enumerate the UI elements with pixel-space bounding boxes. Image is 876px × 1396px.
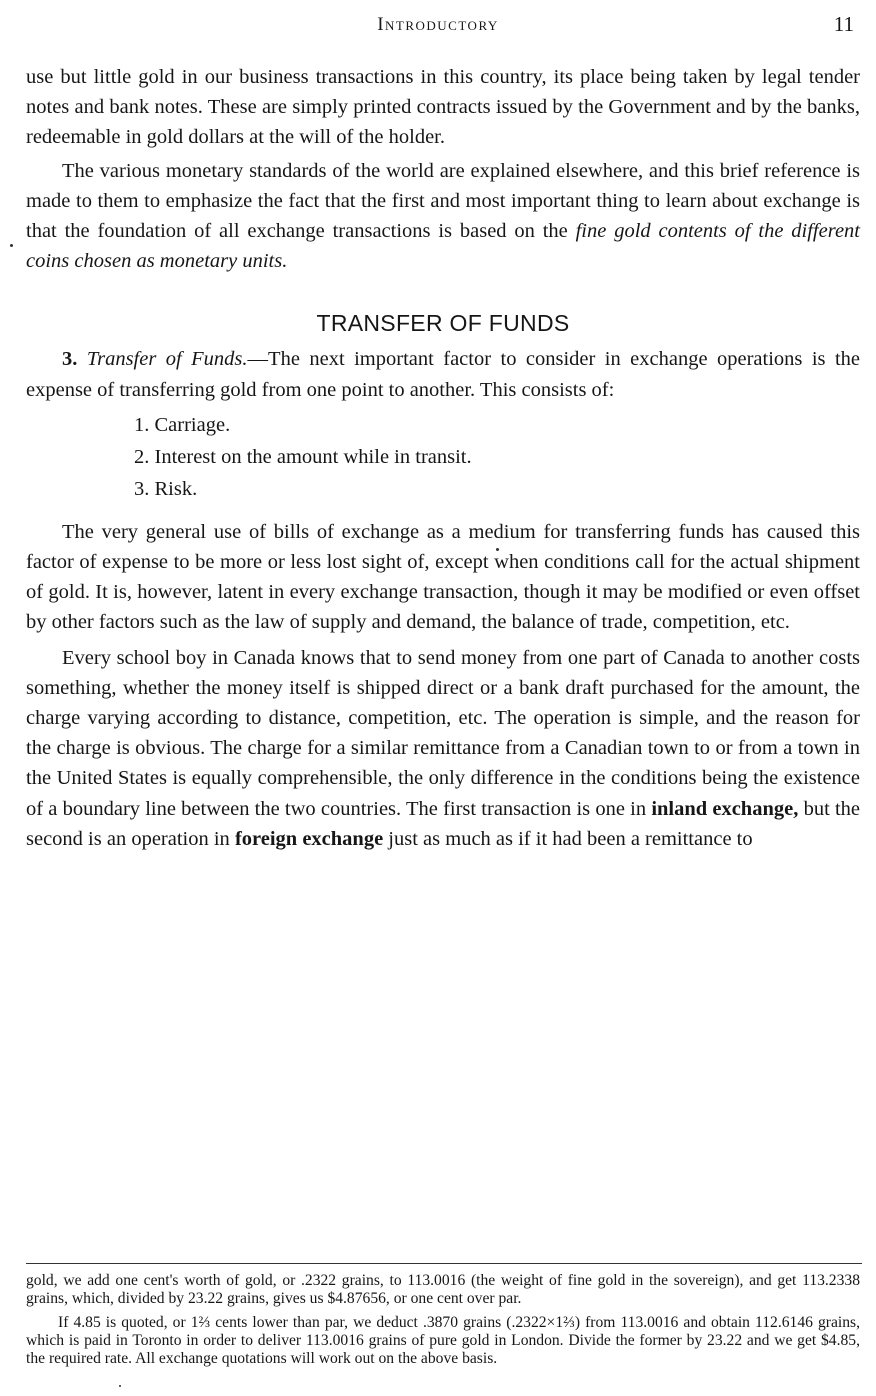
paragraph-text: Every school boy in Canada knows that to send money from one part of Canada to another costs something, whether the money itself is shipped direct or a bank draft purchased for the amount, the charge varying according to distance, competition, etc. The operation is simple, and the reason for the charge is obvious. The charge for a similar remittance from a Canadian town to or from a town in the United States is equally comprehensible, the only difference in the conditions being the existence of a boundary line between the two countries. The first transaction is one in [26, 646, 860, 820]
cost-list [26, 409, 860, 505]
list-item: 1. Carriage. [134, 413, 231, 436]
print-speck [119, 1385, 121, 1387]
paragraph-continuation: use but little gold in our business transactions in this country, its place being taken by legal tender notes and bank notes. These are simply printed contracts issued by the Government and by the banks, redeemable in gold dollars at the will of the holder. [26, 66, 860, 149]
running-head [0, 8, 876, 48]
print-speck [10, 244, 13, 247]
running-head-title: Introductory [377, 14, 499, 35]
list-item: 3. Risk. [134, 477, 198, 500]
section-number: 3. [62, 348, 78, 371]
print-speck [496, 548, 499, 551]
footnote-rule [26, 1263, 862, 1264]
paragraph-monetary-standards [26, 156, 860, 277]
body-text [26, 62, 860, 854]
page-number: 11 [833, 12, 854, 36]
term-inland-exchange: inland exchange, [651, 797, 799, 820]
list-item: 2. Interest on the amount while in transit. [134, 445, 472, 468]
section-heading: TRANSFER OF FUNDS [316, 310, 570, 337]
term-foreign-exchange: foreign exchange [234, 827, 384, 850]
paragraph-text: The various monetary standards of the world are explained elsewhere, and this brief reference is made to them to emphasize the fact that the first and most important thing to learn about exchange is that the foundation of all exchange transactions is based on the [26, 159, 860, 243]
paragraph-school-boy [26, 643, 860, 854]
paragraph-transfer-of-funds [26, 344, 860, 404]
paragraph-text: —The next important factor to consider in exchange operations is the expense of transferring gold from one point to another. This consists of: [26, 348, 861, 401]
footnote-continuation: gold, we add one cent's worth of gold, or .2322 grains, to 113.0016 (the weight of fine gold in the sovereign), and get 113.2338 grains, which, divided by 23.22 grains, gives us $4.87656, or one cent over par. [26, 1272, 860, 1308]
paragraph-bills-of-exchange: The very general use of bills of exchange as a medium for transferring funds has caused this factor of expense to be more or less lost sight of, except when conditions call for the actual shipment of gold. It is, however, latent in every exchange transaction, though it may be modified or even offset by other factors such as the law of supply and demand, the balance of trade, competition, etc. [26, 520, 860, 634]
footnote-paragraph: If 4.85 is quoted, or 1⅔ cents lower than par, we deduct .3870 grains (.2322×1⅔) from 113.0016 and obtain 112.6146 grains, which is paid in Toronto in order to deliver 113.0016 grains of pure gold in London. Divide the former by 23.22 and we get $4.85, the required rate. All exchange quotations will work out on the above basis. [26, 1313, 860, 1368]
emphasis-fine-gold: fine gold contents of the different coins chosen as monetary units. [26, 220, 860, 273]
paragraph-text: but the second is an operation in [26, 797, 861, 850]
footnotes [26, 1272, 860, 1368]
section-title: Transfer of Funds. [86, 348, 248, 371]
paragraph-text: just as much as if it had been a remittance to [388, 827, 753, 850]
